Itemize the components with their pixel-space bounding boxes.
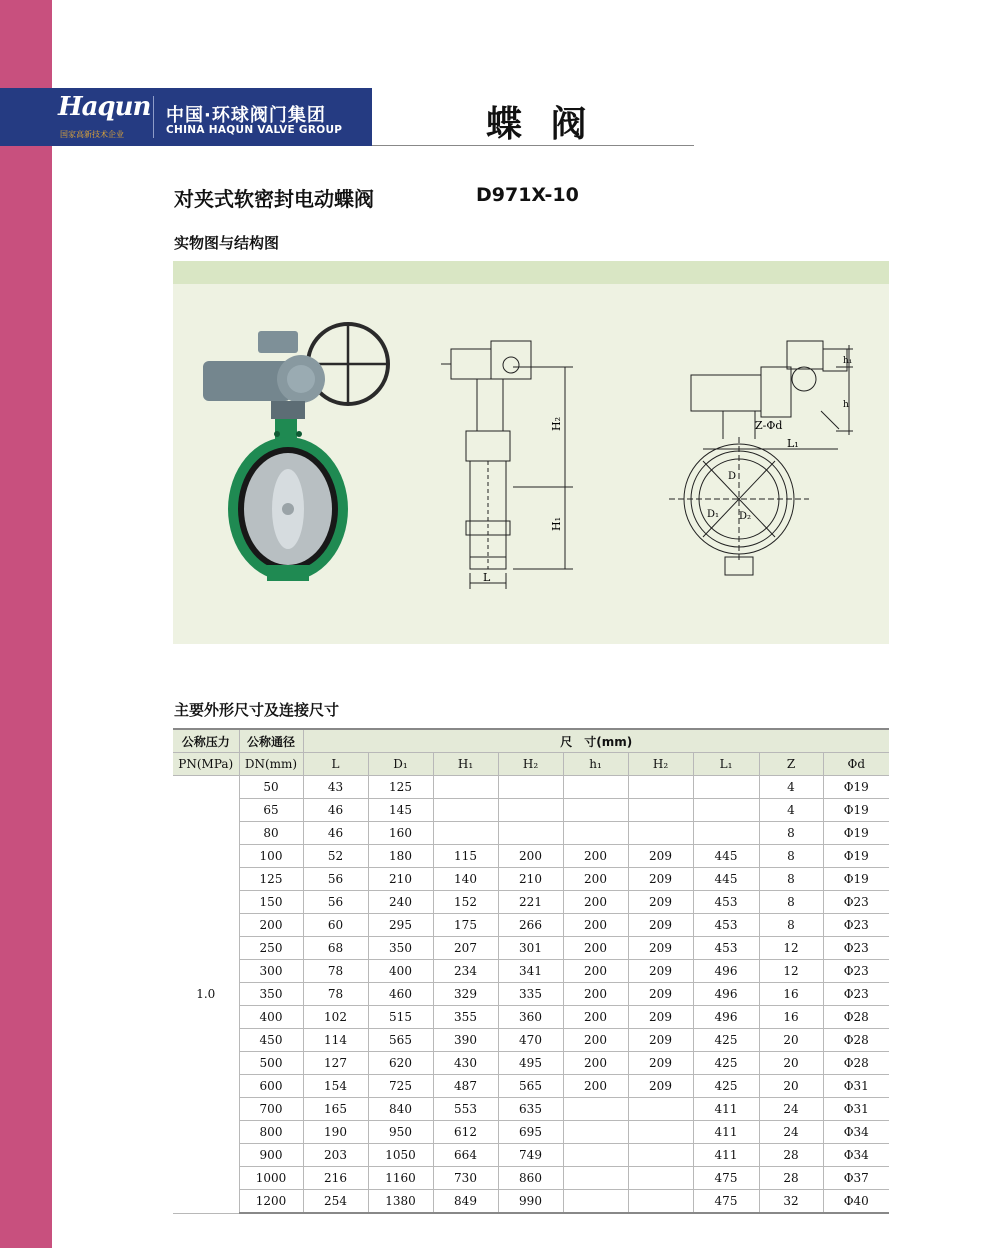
dim-label-d: D [728, 471, 737, 482]
dn-cell: 125 [239, 868, 303, 891]
table-cell: 20 [759, 1052, 823, 1075]
table-cell: 295 [368, 914, 433, 937]
table-cell: Φ19 [823, 776, 889, 799]
table-cell: 210 [498, 868, 563, 891]
table-cell [498, 822, 563, 845]
table-cell: 209 [628, 891, 693, 914]
table-cell: 12 [759, 960, 823, 983]
table-cell: 496 [693, 1006, 759, 1029]
table-cell [433, 776, 498, 799]
table-cell: 200 [563, 868, 628, 891]
table-cell: 515 [368, 1006, 433, 1029]
table-cell: 200 [563, 937, 628, 960]
table-cell: 56 [303, 891, 368, 914]
table-cell [498, 799, 563, 822]
table-cell: 207 [433, 937, 498, 960]
table-body [173, 776, 889, 1214]
table-cell: 200 [563, 960, 628, 983]
table-cell: 620 [368, 1052, 433, 1075]
table-cell: 68 [303, 937, 368, 960]
table-cell: 28 [759, 1144, 823, 1167]
table-cell: 425 [693, 1029, 759, 1052]
table-cell: 400 [368, 960, 433, 983]
table-row [173, 799, 889, 822]
table-cell [563, 1167, 628, 1190]
table-cell: 460 [368, 983, 433, 1006]
table-cell [563, 776, 628, 799]
table-cell [433, 799, 498, 822]
table-cell [563, 822, 628, 845]
table-cell: Φ23 [823, 960, 889, 983]
table-cell: 725 [368, 1075, 433, 1098]
table-cell: Φ37 [823, 1167, 889, 1190]
table-cell: 56 [303, 868, 368, 891]
table-cell: Φ34 [823, 1121, 889, 1144]
table-cell: 28 [759, 1167, 823, 1190]
table-row [173, 1029, 889, 1052]
dn-cell: 350 [239, 983, 303, 1006]
header-col: Z [759, 753, 823, 776]
table-cell: 200 [498, 845, 563, 868]
table-cell: 4 [759, 799, 823, 822]
table-cell: 140 [433, 868, 498, 891]
table-cell: 32 [759, 1190, 823, 1214]
picture-section-title: 实物图与结构图 [174, 234, 280, 252]
table-cell [628, 799, 693, 822]
table-cell: 1160 [368, 1167, 433, 1190]
table-cell: 115 [433, 845, 498, 868]
dn-cell: 50 [239, 776, 303, 799]
table-cell: 200 [563, 1006, 628, 1029]
header-col: H₂ [628, 753, 693, 776]
table-cell: 355 [433, 1006, 498, 1029]
table-cell: 496 [693, 960, 759, 983]
dim-label-l1: L₁ [787, 437, 799, 450]
table-cell: 209 [628, 1075, 693, 1098]
table-cell: 43 [303, 776, 368, 799]
dim-label-d2: D₂ [739, 511, 752, 522]
dim-label-d1: D₁ [707, 509, 720, 520]
table-cell: 203 [303, 1144, 368, 1167]
table-row [173, 1098, 889, 1121]
table-cell: 216 [303, 1167, 368, 1190]
table-cell: 266 [498, 914, 563, 937]
table-cell: 175 [433, 914, 498, 937]
table-cell: 78 [303, 960, 368, 983]
table-cell [628, 776, 693, 799]
table-cell [628, 822, 693, 845]
table-row [173, 1075, 889, 1098]
table-cell [433, 822, 498, 845]
table-cell: 78 [303, 983, 368, 1006]
table-cell: 411 [693, 1098, 759, 1121]
dn-cell: 65 [239, 799, 303, 822]
dn-cell: 600 [239, 1075, 303, 1098]
table-cell: Φ19 [823, 868, 889, 891]
front-view-drawing [669, 341, 853, 575]
header-col: L [303, 753, 368, 776]
table-row [173, 891, 889, 914]
dn-cell: 450 [239, 1029, 303, 1052]
table-row [173, 1052, 889, 1075]
header-pn-unit: PN(MPa) [173, 753, 239, 776]
table-cell: 200 [563, 914, 628, 937]
table-cell: 425 [693, 1052, 759, 1075]
table-cell: 329 [433, 983, 498, 1006]
table-cell: 240 [368, 891, 433, 914]
table-cell: 234 [433, 960, 498, 983]
table-cell: Φ19 [823, 799, 889, 822]
header-col: H₁ [433, 753, 498, 776]
pn-value-cell: 1.0 [173, 776, 239, 1214]
table-cell: 16 [759, 1006, 823, 1029]
table-cell: 840 [368, 1098, 433, 1121]
header-divider [153, 96, 154, 138]
table-cell: 730 [433, 1167, 498, 1190]
table-cell: 335 [498, 983, 563, 1006]
table-row [173, 983, 889, 1006]
table-cell: 200 [563, 845, 628, 868]
table-cell [563, 1121, 628, 1144]
picture-panel [173, 261, 889, 644]
table-row [173, 1006, 889, 1029]
table-cell: 46 [303, 822, 368, 845]
table-cell: 154 [303, 1075, 368, 1098]
company-logo: Haqun [58, 92, 151, 122]
header-col: Φd [823, 753, 889, 776]
table-cell: Φ19 [823, 822, 889, 845]
table-cell: 411 [693, 1144, 759, 1167]
header-dn-unit: DN(mm) [239, 753, 303, 776]
table-cell: 152 [433, 891, 498, 914]
dn-cell: 150 [239, 891, 303, 914]
table-cell: 749 [498, 1144, 563, 1167]
product-code: D971X-10 [476, 184, 579, 206]
table-cell: Φ34 [823, 1144, 889, 1167]
company-name-en: CHINA HAQUN VALVE GROUP [166, 124, 343, 136]
table-cell: 860 [498, 1167, 563, 1190]
table-cell: Φ28 [823, 1052, 889, 1075]
table-cell: 8 [759, 822, 823, 845]
table-cell: 553 [433, 1098, 498, 1121]
table-cell: Φ28 [823, 1029, 889, 1052]
table-cell: 445 [693, 845, 759, 868]
table-cell: 12 [759, 937, 823, 960]
table-cell: 200 [563, 1075, 628, 1098]
table-cell: 475 [693, 1190, 759, 1214]
table-cell: 635 [498, 1098, 563, 1121]
dn-cell: 200 [239, 914, 303, 937]
table-cell: Φ23 [823, 914, 889, 937]
dn-cell: 400 [239, 1006, 303, 1029]
dim-label-zd: Z-Φd [755, 419, 783, 432]
logo-subtitle: 国家高新技术企业 [60, 130, 124, 139]
table-cell: 1380 [368, 1190, 433, 1214]
table-row [173, 1190, 889, 1214]
table-section-title: 主要外形尺寸及连接尺寸 [174, 701, 340, 719]
header-pn-cn: 公称压力 [173, 729, 239, 753]
dim-label-l: L [483, 571, 491, 584]
side-bar [0, 0, 52, 1248]
header-col: h₁ [563, 753, 628, 776]
table-cell: 209 [628, 1029, 693, 1052]
table-cell: 475 [693, 1167, 759, 1190]
dn-cell: 80 [239, 822, 303, 845]
page-title: 蝶 阀 [486, 103, 595, 145]
table-cell: 160 [368, 822, 433, 845]
table-row [173, 960, 889, 983]
table-cell: 165 [303, 1098, 368, 1121]
table-cell: 209 [628, 868, 693, 891]
valve-photo [203, 324, 388, 581]
table-cell: 445 [693, 868, 759, 891]
table-cell: 221 [498, 891, 563, 914]
table-row [173, 868, 889, 891]
dn-cell: 250 [239, 937, 303, 960]
table-cell: 360 [498, 1006, 563, 1029]
dn-cell: 700 [239, 1098, 303, 1121]
table-cell: 24 [759, 1121, 823, 1144]
table-cell: 8 [759, 914, 823, 937]
table-cell: 20 [759, 1075, 823, 1098]
dn-cell: 1000 [239, 1167, 303, 1190]
table-cell: 60 [303, 914, 368, 937]
table-cell: 209 [628, 1006, 693, 1029]
table-cell: 453 [693, 914, 759, 937]
dim-label-h2: H₂ [550, 416, 563, 431]
table-cell: 496 [693, 983, 759, 1006]
table-cell: 695 [498, 1121, 563, 1144]
table-cell [628, 1167, 693, 1190]
table-row [173, 914, 889, 937]
table-cell: 114 [303, 1029, 368, 1052]
table-cell: Φ31 [823, 1098, 889, 1121]
dn-cell: 100 [239, 845, 303, 868]
table-cell: 127 [303, 1052, 368, 1075]
table-cell: 453 [693, 937, 759, 960]
table-cell: Φ23 [823, 983, 889, 1006]
table-cell: 145 [368, 799, 433, 822]
table-cell: 209 [628, 914, 693, 937]
table-row [173, 845, 889, 868]
header-dn-cn: 公称通径 [239, 729, 303, 753]
table-row [173, 776, 889, 799]
header-col: L₁ [693, 753, 759, 776]
table-cell: 430 [433, 1052, 498, 1075]
dn-cell: 800 [239, 1121, 303, 1144]
table-cell: 411 [693, 1121, 759, 1144]
table-cell: 209 [628, 960, 693, 983]
table-cell: 849 [433, 1190, 498, 1214]
table-cell: 209 [628, 937, 693, 960]
table-cell [628, 1098, 693, 1121]
table-cell: 180 [368, 845, 433, 868]
table-row [173, 1144, 889, 1167]
table-cell: 990 [498, 1190, 563, 1214]
table-cell [693, 799, 759, 822]
table-cell [693, 776, 759, 799]
table-cell: 16 [759, 983, 823, 1006]
table-cell: Φ19 [823, 845, 889, 868]
dim-label-small-h: h [843, 400, 849, 410]
table-cell [563, 799, 628, 822]
table-cell: 8 [759, 845, 823, 868]
table-cell: 254 [303, 1190, 368, 1214]
table-row [173, 1167, 889, 1190]
table-cell: 8 [759, 868, 823, 891]
table-cell: 209 [628, 983, 693, 1006]
table-cell: Φ23 [823, 937, 889, 960]
table-row [173, 937, 889, 960]
table-cell [498, 776, 563, 799]
table-cell: 125 [368, 776, 433, 799]
side-section-drawing [441, 341, 573, 589]
dim-label-h1: H₁ [550, 516, 563, 531]
table-cell: Φ28 [823, 1006, 889, 1029]
table-cell [628, 1190, 693, 1214]
table-cell: 1050 [368, 1144, 433, 1167]
table-cell: 209 [628, 845, 693, 868]
table-cell [563, 1144, 628, 1167]
table-cell: 470 [498, 1029, 563, 1052]
company-name-cn: 中国·环球阀门集团 [166, 105, 326, 126]
table-cell: 190 [303, 1121, 368, 1144]
table-cell: 664 [433, 1144, 498, 1167]
table-cell: 425 [693, 1075, 759, 1098]
table-cell [693, 822, 759, 845]
table-cell: 390 [433, 1029, 498, 1052]
table-cell: 200 [563, 1052, 628, 1075]
dim-label-small-h1: h₁ [843, 356, 853, 366]
product-title: 对夹式软密封电动蝶阀 [174, 187, 374, 211]
table-cell: 52 [303, 845, 368, 868]
table-cell [628, 1121, 693, 1144]
table-cell: Φ31 [823, 1075, 889, 1098]
dn-cell: 300 [239, 960, 303, 983]
header-col: H₂ [498, 753, 563, 776]
table-row [173, 822, 889, 845]
table-cell: 565 [368, 1029, 433, 1052]
table-cell: 200 [563, 891, 628, 914]
table-cell: 8 [759, 891, 823, 914]
dn-cell: 900 [239, 1144, 303, 1167]
table-cell: 950 [368, 1121, 433, 1144]
title-rule [372, 145, 694, 146]
table-cell: Φ23 [823, 891, 889, 914]
table-cell: 301 [498, 937, 563, 960]
table-cell: 350 [368, 937, 433, 960]
table-cell: 565 [498, 1075, 563, 1098]
header-dims-title: 尺 寸(mm) [303, 729, 889, 753]
table-cell: 46 [303, 799, 368, 822]
dimensions-table [173, 728, 889, 1214]
table-cell: 4 [759, 776, 823, 799]
dn-cell: 500 [239, 1052, 303, 1075]
table-cell [628, 1144, 693, 1167]
table-cell [563, 1098, 628, 1121]
table-cell: 341 [498, 960, 563, 983]
header-col: D₁ [368, 753, 433, 776]
table-cell: 487 [433, 1075, 498, 1098]
table-cell: 210 [368, 868, 433, 891]
table-cell: 453 [693, 891, 759, 914]
table-row [173, 1121, 889, 1144]
table-cell: 200 [563, 983, 628, 1006]
table-cell: 24 [759, 1098, 823, 1121]
table-cell: 495 [498, 1052, 563, 1075]
table-cell: 612 [433, 1121, 498, 1144]
table-cell [563, 1190, 628, 1214]
table-cell: 20 [759, 1029, 823, 1052]
table-cell: 209 [628, 1052, 693, 1075]
dn-cell: 1200 [239, 1190, 303, 1214]
table-cell: 102 [303, 1006, 368, 1029]
valve-illustrations [173, 261, 889, 644]
table-cell: 200 [563, 1029, 628, 1052]
table-cell: Φ40 [823, 1190, 889, 1214]
